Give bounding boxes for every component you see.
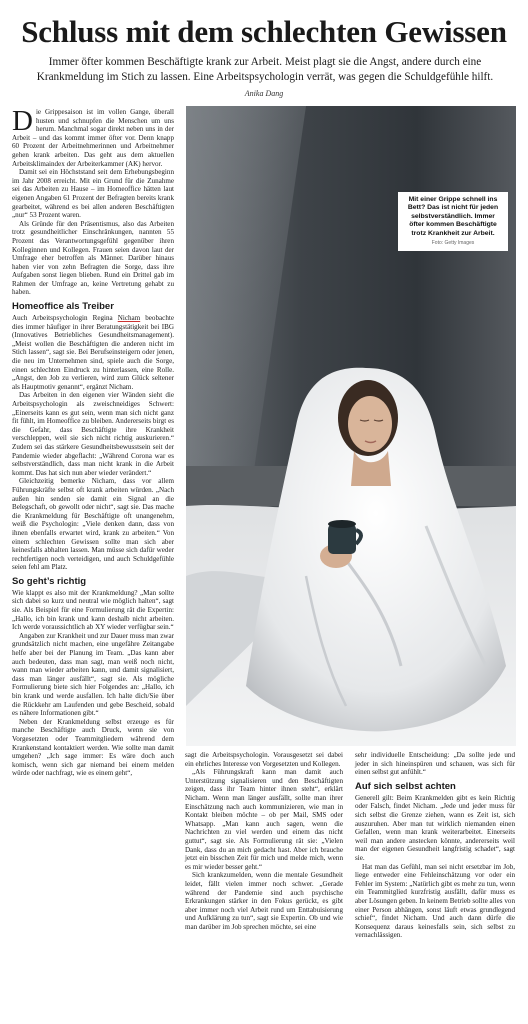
headline: Schluss mit dem schlechten Gewissen	[21, 14, 507, 49]
article-photo	[186, 106, 516, 746]
subhead: Immer öfter kommen Beschäftigte krank zur Arbeit. Meist plagt sie die Angst, andere durch eine Krankmeldung im Stich zu lassen. Eine Arbeitspsychologin verrät, was gegen die Schuldgefühle hilft.	[36, 56, 494, 83]
dropcap: D	[12, 105, 33, 137]
intro-paragraph: Die Grippesaison ist im vollen Gange, überall husten und schnupfen die Menschen um uns herum. Manchmal sogar direkt neben uns in der Arbeit – und das kommt immer öfter vor. Denn knapp 60 Prozent der Arbeitnehmerinnen und Arbeitnehmer gehen krank arbeiten. Das geht aus dem aktuellen Arbeitsklimaindex der Arbeiterkammer (AK) hervor.	[12, 105, 174, 168]
subheading-auf-sich-selbst-achten: Auf sich selbst achten	[355, 780, 456, 792]
subheading-homeoffice: Homeoffice als Treiber	[12, 301, 114, 313]
author-byline: Anika Dang	[244, 89, 284, 98]
paragraph: Wie klappt es also mit der Krankmeldung? „Man sollte sich dabei so kurz und neutral wie möglich halten“, sagt sie. Als Beispiel für eine Formulierung rät die Expertin: „Hallo, ich bin krank und kann deshalb nicht arbeiten. Ich werde voraussichtlich ab XY wieder verfügbar sein.“	[12, 588, 174, 632]
paragraph: Damit sei ein Höchststand seit dem Erhebungsbeginn im Jahr 2008 erreicht. Mit ein Grund für die Zunahme sei das Arbeiten zu Hause – im Homeoffice hätten laut eigenen Angaben 61 Prozent der Befragten bereits krank gearbeitet, während es bei allen anderen Beschäftigten „nur“ 53 Prozent waren.	[12, 168, 174, 220]
paragraph: Gleichzeitig bemerke Nicham, dass vor allem Führungskräfte selbst oft krank arbeiten würden. „Nach außen hin senden sie damit ein Signal an die Belegschaft, ob gewollt oder nicht“, sagt sie. Das mache die Krankmeldung für Beschäftigte oft unangenehm, weiß die Psychologin: „Viele denken dann, dass von ihnen ebenfalls erwartet wird, krank zu arbeiten.“ Von einem schlechten Gewissen sollte man sich aber keinesfalls abhalten lassen. Man müsse sich dafür weder rechtfertigen noch verteidigen, und auch Schuldgefühle seien fehl am Platz.	[12, 477, 174, 572]
paragraph: Sich krankzumelden, wenn die mentale Gesundheit leidet, fällt vielen immer noch schwer. „Gerade während der Pandemie sind auch psychische Erkrankungen stärker in den Fokus gerückt, es gibt aber immer noch viel Arbeit rund um Enttabuisierung und Aufklärung zu tun“, sagt sie Expertin. Ob und wie man darüber im Job sprechen möchte, sei eine	[185, 871, 343, 931]
article-column-1	[12, 105, 174, 778]
paragraph: „Als Führungskraft kann man damit auch Unterstützung signalisieren und den Beschäftigten zeigen, dass ihr Team hinter ihnen steht“, erklärt Nicham. Wenn man länger ausfällt, sollte man ihrer Einschätzung nach auch kommunizieren, wie man in Kontakt bleiben möchte – ob per Mail, SMS oder Whatsapp. „Man kann auch sagen, wenn die Nachrichten zu viel werden und einem das nicht guttut“, sagt sie. Als Formulierung rät sie: „Vielen Dank, dass du an mich gedacht hast. Aber ich brauche jetzt ein bisschen Zeit für mich und melde mich, wenn es mir wieder besser geht.“	[185, 768, 343, 871]
paragraph: Hat man das Gefühl, man sei nicht ersetzbar im Job, liege entweder eine Fehleinschätzung vor oder ein Fehler im System: „Natürlich gibt es mehr zu tun, wenn ein Teammitglied kurzfristig ausfällt, dafür muss es aber Lösungen geben. In keinem Betrieb sollte alles von einer Person abhängen, sonst läuft etwas grundlegend schief“, findet Nicham. Und auch dann dürfe die Konsequenz daraus keinesfalls sein, sich selbst zu vernachlässigen.	[355, 862, 515, 940]
paragraph: sagt die Arbeitspsychologin. Vorausgesetzt sei dabei ein ehrliches Interesse von Vorgesetzten und Kollegen.	[185, 751, 343, 768]
subheading-so-gehts-richtig: So geht’s richtig	[12, 575, 87, 587]
photo-credit: Foto: Getty Images	[431, 240, 475, 247]
paragraph: Angaben zur Krankheit und zur Dauer muss man zwar grundsätzlich nicht machen, eine ungefähre Zeitangabe helfe aber bei der Planung im Team. „Das kann aber auch bedeuten, dass man sagt, man weiß noch nicht, wann man wieder arbeiten kann, und damit signalisiert, dass man länger ausfällt“, sagt sie. Als mögliche Formulierung biete sich hier Folgendes an: „Hallo, ich bin krank und werde ausfallen. Ich halte dich/Sie über die Rückkehr am Laufenden und gebe Bescheid, sobald es nähere Informationen gibt.“	[12, 631, 174, 718]
paragraph: sehr individuelle Entscheidung: „Da sollte jede und jeder in sich hineinspüren und schauen, was sich für einen selbst gut anfühlt.“	[355, 751, 515, 777]
paragraph: Auch Arbeitspsychologin Regina Nicham beobachte dies immer häufiger in ihrer Beratungstätigkeit bei IBG (Innovatives Betriebliches Gesundheitsmanagement). „Meist wollen die Beschäftigten die anderen nicht im Stich lassen“, sagt sie. Bei Berufseinsteigern oder jenen, die neu im Unternehmen sind, spiele auch die Sorge, einen schlechten Eindruck zu hinterlassen, eine Rolle. „Angst, den Job zu verlieren, wird zum Glück seltener als Hauptmotiv genannt“, ergänzt Nicham.	[12, 314, 174, 391]
article-column-3	[355, 751, 515, 1021]
article-column-2	[185, 751, 343, 1021]
paragraph: Das Arbeiten in den eigenen vier Wänden sieht die Arbeitspsychologin als zweischneidiges Schwert: „Einerseits kann es gut sein, wenn man sich nicht ganz fit fühlt, im Homeoffice zu bleiben. Andererseits birgt es die Gefahr, dass Beschäftigte ihre Krankheit verschleppen, weil sie sich nicht richtig auskurieren.“ Zudem sei das stärkere Gesundheitsbewusstsein seit der Pandemie wieder abgeflacht: „Während Corona war es selbstverständlich, dass man nicht krank in die Arbeit kommt. Das hat sich nun aber wieder verändert.“	[12, 391, 174, 477]
paragraph: Als Gründe für den Präsentismus, also das Arbeiten trotz gesundheitlicher Einschränkungen, nannten 55 Prozent das Verantwortungsgefühl gegenüber ihren Kolleginnen und Kollegen. Frauen seien davon laut der Umfrage eher betroffen als Männer. Darüber hinaus haben vier von zehn Befragten die Sorge, dass ihre Aufgaben sonst liegen blieben. Rund ein Drittel gab im Rahmen der Umfrage an, keine Vertretung gehabt zu haben.	[12, 219, 174, 297]
name-nicham: Nicham	[117, 314, 141, 323]
paragraph: Generell gilt: Beim Krankmelden gibt es kein Richtig oder Falsch, findet Nicham. „Jede und jeder muss für sich selbst die Grenze ziehen, wann es Zeit ist, sich auszuruhen. Aber man tut wirklich niemanden einen Gefallen, wenn man krank weiterarbeitet. Einerseits weil man andere anstecken könnte, andererseits weil man der eigenen Gesundheit langfristig schadet“, sagt sie.	[355, 793, 515, 862]
photo-caption: Mit einer Grippe schnell ins Bett? Das ist nicht für jeden selbstverständlich. Immer öfter kommen Beschäftigte trotz Krankheit zur Arbeit. Foto: Getty Images	[398, 192, 508, 251]
paragraph: Neben der Krankmeldung selbst erzeuge es für manche Beschäftigte auch Druck, wenn sie von Vorgesetzten oder Teammitgliedern während dem Krankenstand kontaktiert werden. Wie sollte man damit umgehen? „Ich sage immer: Es wäre doch auch komisch, wenn sich gar niemand bei einem melden würde oder nachfragt, wie es einem geht“,	[12, 717, 174, 778]
